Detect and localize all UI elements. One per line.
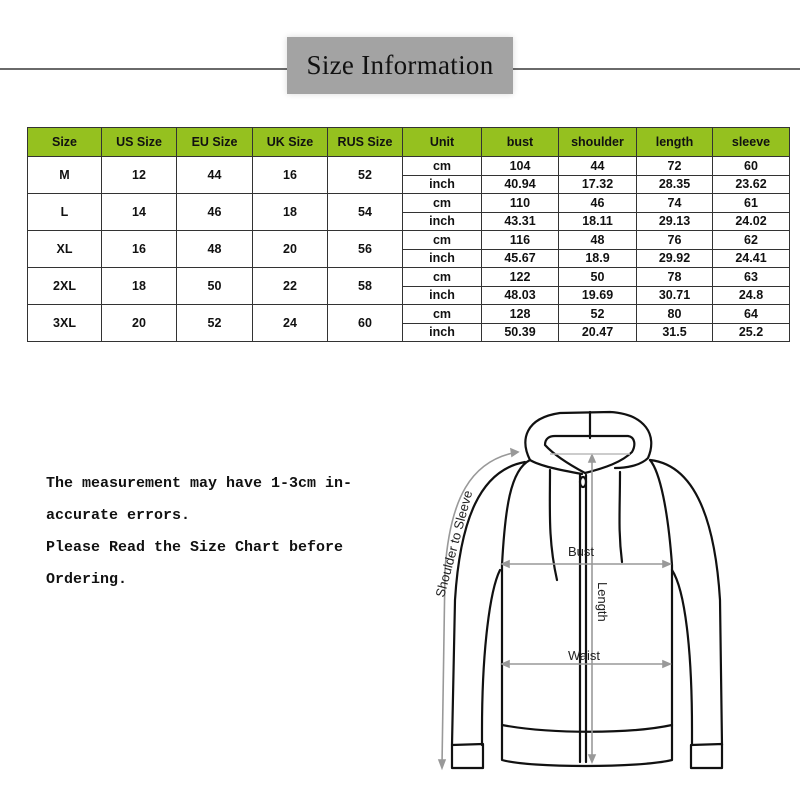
col-header-shoulder: shoulder	[559, 128, 637, 157]
table-row	[28, 157, 790, 176]
table-header-row	[28, 128, 790, 157]
length-label: Length	[595, 582, 610, 622]
uk-size-cell: 18	[253, 194, 328, 231]
sleeve-cell: 62	[713, 231, 790, 250]
unit-cell: cm	[403, 268, 482, 287]
length-cell: 74	[637, 194, 713, 213]
rus-size-cell: 58	[328, 268, 403, 305]
col-header-eu-size: EU Size	[177, 128, 253, 157]
sleeve-cell: 24.8	[713, 286, 790, 305]
sleeve-cell: 23.62	[713, 175, 790, 194]
size-cell: 2XL	[28, 268, 102, 305]
bust-cell: 43.31	[482, 212, 559, 231]
col-header-us-size: US Size	[102, 128, 177, 157]
size-cell: XL	[28, 231, 102, 268]
unit-cell: cm	[403, 305, 482, 324]
uk-size-cell: 24	[253, 305, 328, 342]
unit-cell: cm	[403, 194, 482, 213]
length-cell: 80	[637, 305, 713, 324]
unit-cell: inch	[403, 212, 482, 231]
note-line: Ordering.	[46, 571, 128, 588]
uk-size-cell: 16	[253, 157, 328, 194]
sleeve-cell: 63	[713, 268, 790, 287]
bust-cell: 45.67	[482, 249, 559, 268]
col-header-size: Size	[28, 128, 102, 157]
title-banner	[287, 37, 513, 94]
table-row	[28, 305, 790, 324]
shoulder-cell: 52	[559, 305, 637, 324]
col-header-length: length	[637, 128, 713, 157]
hoodie-outline-icon	[452, 412, 722, 768]
us-size-cell: 14	[102, 194, 177, 231]
unit-cell: cm	[403, 231, 482, 250]
col-header-rus-size: RUS Size	[328, 128, 403, 157]
shoulder-cell: 44	[559, 157, 637, 176]
us-size-cell: 12	[102, 157, 177, 194]
unit-cell: inch	[403, 323, 482, 342]
us-size-cell: 20	[102, 305, 177, 342]
unit-cell: inch	[403, 175, 482, 194]
bust-cell: 50.39	[482, 323, 559, 342]
col-header-uk-size: UK Size	[253, 128, 328, 157]
sleeve-cell: 24.02	[713, 212, 790, 231]
measurement-note	[46, 468, 352, 596]
us-size-cell: 16	[102, 231, 177, 268]
waist-label: Waist	[568, 648, 601, 663]
eu-size-cell: 52	[177, 305, 253, 342]
us-size-cell: 18	[102, 268, 177, 305]
size-cell: 3XL	[28, 305, 102, 342]
shoulder-cell: 18.11	[559, 212, 637, 231]
unit-cell: cm	[403, 157, 482, 176]
bust-cell: 128	[482, 305, 559, 324]
shoulder-cell: 50	[559, 268, 637, 287]
shoulder-cell: 18.9	[559, 249, 637, 268]
table-row	[28, 194, 790, 213]
uk-size-cell: 22	[253, 268, 328, 305]
shoulder-cell: 19.69	[559, 286, 637, 305]
length-cell: 76	[637, 231, 713, 250]
sleeve-cell: 61	[713, 194, 790, 213]
eu-size-cell: 44	[177, 157, 253, 194]
bust-cell: 110	[482, 194, 559, 213]
bust-cell: 48.03	[482, 286, 559, 305]
note-line: Please Read the Size Chart before	[46, 539, 344, 556]
rus-size-cell: 54	[328, 194, 403, 231]
note-line: accurate errors.	[46, 507, 191, 524]
length-cell: 28.35	[637, 175, 713, 194]
bust-cell: 122	[482, 268, 559, 287]
col-header-unit: Unit	[403, 128, 482, 157]
col-header-sleeve: sleeve	[713, 128, 790, 157]
note-line: The measurement may have 1-3cm in-	[46, 475, 353, 492]
unit-cell: inch	[403, 286, 482, 305]
shoulder-cell: 20.47	[559, 323, 637, 342]
sleeve-cell: 60	[713, 157, 790, 176]
bust-label: Bust	[568, 544, 595, 559]
shoulder-cell: 17.32	[559, 175, 637, 194]
eu-size-cell: 50	[177, 268, 253, 305]
page-title: Size Information	[306, 50, 494, 80]
length-cell: 29.13	[637, 212, 713, 231]
bust-cell: 104	[482, 157, 559, 176]
length-cell: 72	[637, 157, 713, 176]
hoodie-measurement-diagram	[410, 400, 750, 800]
eu-size-cell: 48	[177, 231, 253, 268]
unit-cell: inch	[403, 249, 482, 268]
eu-size-cell: 46	[177, 194, 253, 231]
length-cell: 30.71	[637, 286, 713, 305]
shoulder-cell: 46	[559, 194, 637, 213]
bust-cell: 40.94	[482, 175, 559, 194]
shoulder-cell: 48	[559, 231, 637, 250]
shoulder-to-sleeve-label: Shoulder to Sleeve	[432, 488, 476, 599]
table-row	[28, 231, 790, 250]
rus-size-cell: 52	[328, 157, 403, 194]
size-cell: M	[28, 157, 102, 194]
sleeve-cell: 64	[713, 305, 790, 324]
col-header-bust: bust	[482, 128, 559, 157]
size-cell: L	[28, 194, 102, 231]
size-chart-table	[27, 127, 790, 342]
length-cell: 78	[637, 268, 713, 287]
rus-size-cell: 60	[328, 305, 403, 342]
bust-cell: 116	[482, 231, 559, 250]
table-row	[28, 268, 790, 287]
length-cell: 31.5	[637, 323, 713, 342]
uk-size-cell: 20	[253, 231, 328, 268]
sleeve-cell: 24.41	[713, 249, 790, 268]
sleeve-cell: 25.2	[713, 323, 790, 342]
rus-size-cell: 56	[328, 231, 403, 268]
length-cell: 29.92	[637, 249, 713, 268]
